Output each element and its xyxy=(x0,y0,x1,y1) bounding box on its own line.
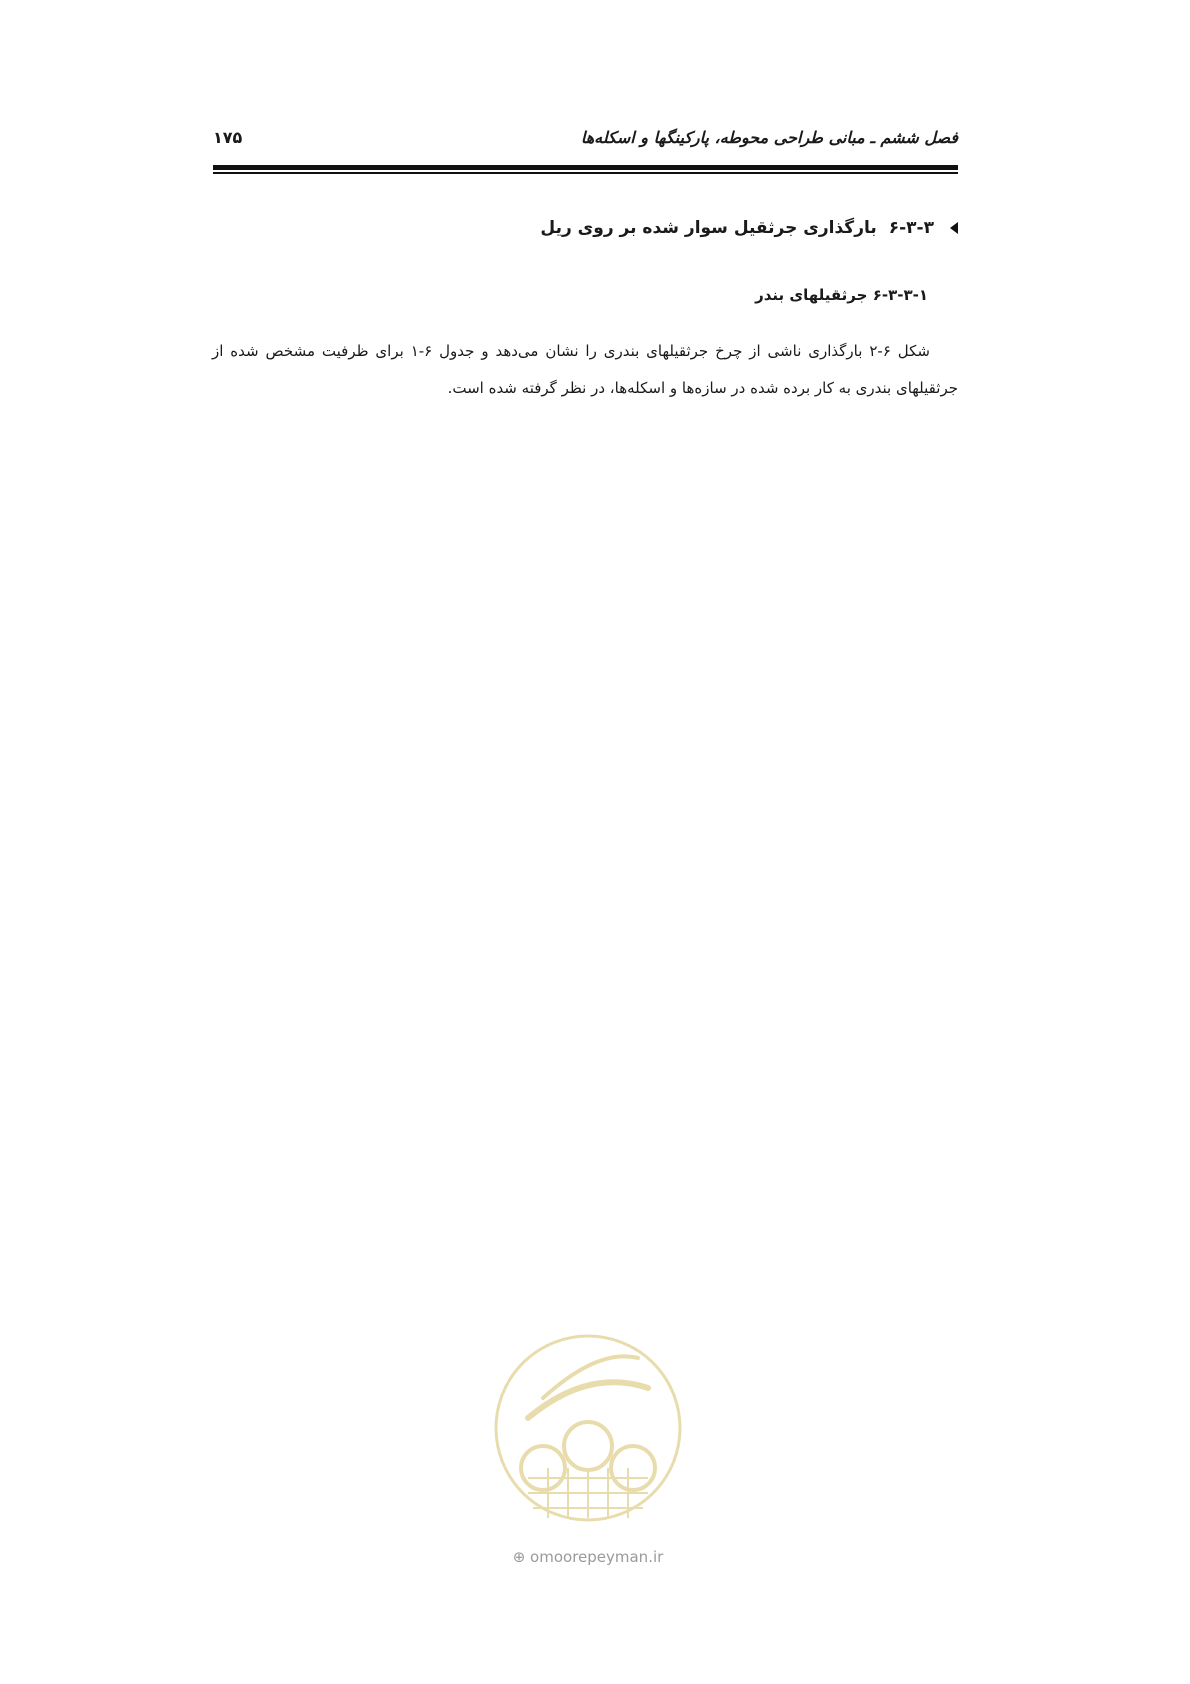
page-number: ۱۷۵ xyxy=(213,127,243,147)
watermark-url xyxy=(478,1548,698,1566)
header-rule-thick xyxy=(213,165,958,170)
subsection-heading xyxy=(755,286,928,304)
watermark-url-text: omoorepeyman.ir xyxy=(530,1548,664,1566)
subsection-number: ۶-۳-۳-۱ xyxy=(872,286,928,304)
body-paragraph: شکل ۶-۲ بارگذاری ناشی از چرخ جرثقیلهای بندری را نشان می‌دهد و جدول ۶-۱ برای ظرفیت مشخص شده از جرثقیلهای بندری به کار برده شده در سازه‌ها و اسکله‌ها، در نظر گرفته شده است. xyxy=(212,342,958,397)
section-heading xyxy=(540,218,958,238)
page-header xyxy=(213,120,958,154)
bullet-arrow-icon xyxy=(950,222,958,234)
body-text xyxy=(212,333,958,407)
globe-icon: ⊕ xyxy=(512,1548,526,1566)
section-title: بارگذاری جرثقیل سوار شده بر روی ریل xyxy=(540,218,877,238)
subsection-title: جرثقیلهای بندر xyxy=(755,286,868,304)
chapter-title: فصل ششم ـ مبانی طراحی محوطه، پارکینگها و اسکله‌ها xyxy=(580,127,958,147)
header-rule-thin xyxy=(213,172,958,174)
watermark-emblem-icon xyxy=(488,1328,688,1548)
section-number: ۶-۳-۳ xyxy=(888,218,934,238)
